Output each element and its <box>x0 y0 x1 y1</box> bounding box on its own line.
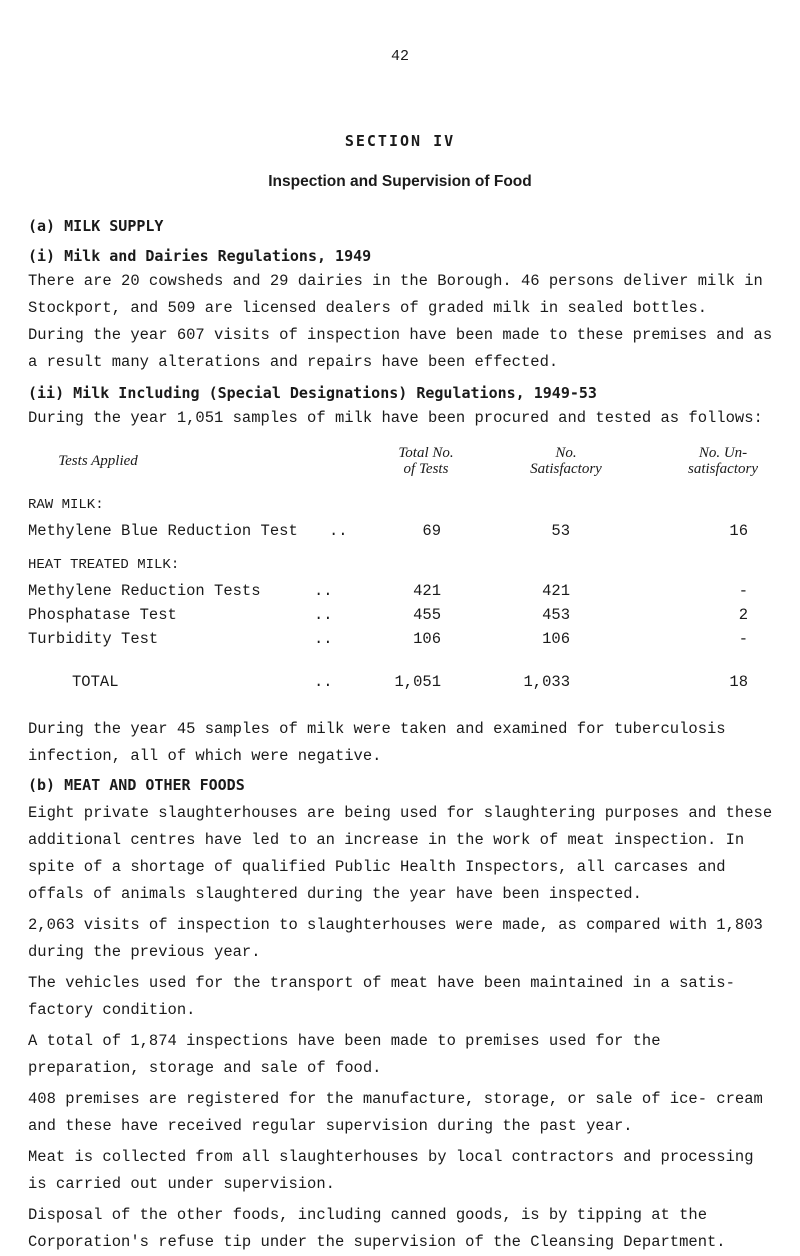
table-row: Methylene Blue Reduction Test .. 69 53 16 <box>28 522 748 540</box>
table-row: Methylene Reduction Tests .. 421 421 - <box>28 582 748 600</box>
section-title: SECTION IV <box>344 132 456 150</box>
heading-milk-dairies-regulations: (i) Milk and Dairies Regulations, 1949 <box>28 247 372 265</box>
paragraph-vehicles: The vehicles used for the transport of meat have been maintained in a satis- factory condition. <box>28 974 745 1019</box>
paragraph-inspection-visits: 2,063 visits of inspection to slaughterhouses were made, as compared with 1,803 during the previous year. <box>28 916 773 961</box>
paragraph-cowsheds: There are 20 cowsheds and 29 dairies in the Borough. 46 persons deliver milk in Stockport, and 509 are licensed dealers of graded milk in sealed bottles. <box>28 272 773 317</box>
paragraph-meat-collection: Meat is collected from all slaughterhouses by local contractors and processing is carried out under supervision. <box>28 1148 763 1193</box>
table-row: Turbidity Test .. 106 106 - <box>28 630 748 648</box>
table-row: Phosphatase Test .. 455 453 2 <box>28 606 748 624</box>
paragraph-visits: During the year 607 visits of inspection have been made to these premises and as a result many alterations and repairs have been effected. <box>28 326 782 371</box>
page-number: 42 <box>390 48 409 65</box>
paragraph-tuberculosis: During the year 45 samples of milk were taken and examined for tuberculosis infection, all of which were negative. <box>28 720 735 765</box>
heading-special-designations: (ii) Milk Including (Special Designations) Regulations, 1949-53 <box>28 384 597 402</box>
paragraph-samples: During the year 1,051 samples of milk have been procured and tested as follows: <box>28 409 763 427</box>
group-label-heat-treated-milk: HEAT TREATED MILK: <box>28 557 180 573</box>
paragraph-disposal: Disposal of the other foods, including canned goods, is by tipping at the Corporation's refuse tip under the supervision of the Cleansing Department. <box>28 1206 726 1251</box>
paragraph-food-premises: A total of 1,874 inspections have been made to premises used for the preparation, storage and sale of food. <box>28 1032 670 1077</box>
table-total-row: TOTAL .. 1,051 1,033 18 <box>72 673 748 691</box>
heading-meat-other-foods: (b) MEAT AND OTHER FOODS <box>28 776 245 794</box>
col-header-total: Total No. of Tests <box>398 445 454 477</box>
paragraph-slaughterhouses: Eight private slaughterhouses are being used for slaughtering purposes and these additional centres have led to an increase in the work of meat inspection. In spite of a shortage of qualified Public Health Inspectors, all carcases and offals of animals slaughtered during the year have been inspected. <box>28 804 782 903</box>
section-subtitle: Inspection and Supervision of Food <box>268 173 532 190</box>
heading-milk-supply: (a) MILK SUPPLY <box>28 217 164 235</box>
paragraph-ice-cream: 408 premises are registered for the manufacture, storage, or sale of ice- cream and these have received regular supervision during the past year. <box>28 1090 773 1135</box>
col-header-unsatisfactory: No. Un- satisfactory <box>688 445 758 477</box>
milk-tests-table <box>28 445 778 705</box>
col-header-tests-applied: Tests Applied <box>58 453 138 469</box>
col-header-satisfactory: No. Satisfactory <box>530 445 602 477</box>
group-label-raw-milk: RAW MILK: <box>28 497 104 513</box>
